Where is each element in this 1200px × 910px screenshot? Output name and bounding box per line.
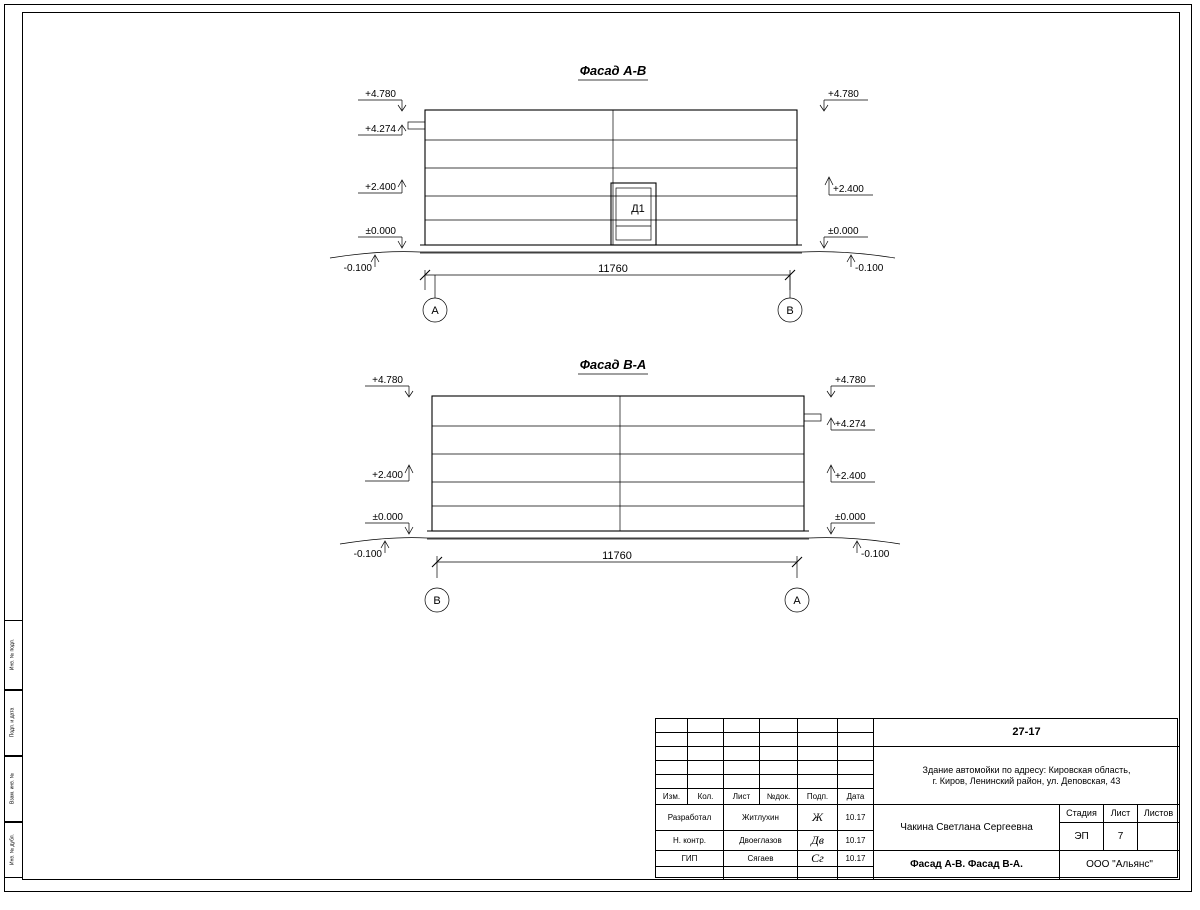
rev-grid-cell bbox=[656, 719, 688, 733]
organization-name: ООО "Альянс" bbox=[1086, 859, 1153, 871]
sheet-header: Лист bbox=[1104, 805, 1138, 823]
rev-grid-cell bbox=[656, 761, 688, 775]
rev-grid-cell bbox=[656, 733, 688, 747]
col-header-podp: Подп. bbox=[798, 789, 838, 805]
row-name-2: Сягаев bbox=[724, 851, 798, 867]
rev-grid-cell bbox=[688, 761, 724, 775]
object-description bbox=[874, 747, 1179, 805]
sheet-number: 7 bbox=[1104, 823, 1138, 851]
rev-grid-cell bbox=[688, 733, 724, 747]
project-code: 27-17 bbox=[874, 719, 1179, 747]
level-v-a-l-1: +4.780 bbox=[372, 375, 403, 386]
level-v-a-l-2: +2.400 bbox=[372, 470, 403, 481]
level-v-a-r-3: +2.400 bbox=[835, 471, 866, 482]
rev-grid-cell bbox=[656, 775, 688, 789]
rev-grid-cell bbox=[688, 775, 724, 789]
level-v-a-l-3: ±0.000 bbox=[372, 512, 403, 523]
col-header-data: Дата bbox=[838, 789, 874, 805]
level-v-a-r-2: +4.274 bbox=[835, 419, 866, 430]
level-a-v-l-5: -0.100 bbox=[343, 263, 372, 274]
sheets-header: Листов bbox=[1138, 805, 1179, 823]
facade-v-a-drawing bbox=[340, 357, 900, 612]
title-block bbox=[655, 718, 1178, 878]
rev-grid-cell bbox=[656, 747, 688, 761]
facade-a-v-door-label: Д1 bbox=[631, 203, 645, 215]
stage-value: ЭП bbox=[1060, 823, 1104, 851]
row-name-3 bbox=[724, 867, 798, 879]
level-v-a-r-5: -0.100 bbox=[861, 549, 890, 560]
facade-v-a-title: Фасад В-А bbox=[579, 357, 647, 372]
rev-grid-cell bbox=[724, 733, 760, 747]
rev-grid-cell bbox=[798, 775, 838, 789]
rev-grid-cell bbox=[798, 747, 838, 761]
level-v-a-l-4: -0.100 bbox=[353, 549, 382, 560]
row-sign-3 bbox=[798, 867, 838, 879]
rev-grid-cell bbox=[798, 733, 838, 747]
sheets-total bbox=[1138, 823, 1179, 851]
rev-grid-cell bbox=[760, 733, 798, 747]
rev-grid-cell bbox=[724, 775, 760, 789]
level-a-v-l-1: +4.780 bbox=[365, 89, 396, 100]
level-a-v-l-4: ±0.000 bbox=[365, 226, 396, 237]
rev-grid-cell bbox=[838, 719, 874, 733]
level-a-v-l-2: +4.274 bbox=[365, 124, 396, 135]
row-name-0: Житлухин bbox=[724, 805, 798, 831]
level-a-v-r-3: ±0.000 bbox=[828, 226, 859, 237]
facade-a-v-title: Фасад А-В bbox=[579, 63, 647, 78]
margin-strip-3-label: Взам. инв. № bbox=[9, 773, 16, 804]
object-line-2: г. Киров, Ленинский район, ул. Деповская, 43 bbox=[932, 775, 1121, 786]
rev-grid-cell bbox=[760, 719, 798, 733]
margin-strip-4-label: Инв. № дубл. bbox=[9, 834, 16, 865]
row-date-1: 10.17 bbox=[838, 831, 874, 851]
rev-grid-cell bbox=[724, 761, 760, 775]
margin-strip-1-label: Инв. № подл. bbox=[9, 638, 16, 671]
rev-grid-cell bbox=[760, 761, 798, 775]
level-a-v-r-4: -0.100 bbox=[855, 263, 884, 274]
facade-v-a-dimension: 11760 bbox=[602, 550, 632, 562]
object-line-1: Здание автомойки по адресу: Кировская область, bbox=[922, 765, 1131, 776]
row-role-2: ГИП bbox=[656, 851, 724, 867]
rev-grid-cell bbox=[760, 747, 798, 761]
row-date-3 bbox=[838, 867, 874, 879]
facade-a-v-axis-left: А bbox=[431, 305, 439, 317]
rev-grid-cell bbox=[838, 733, 874, 747]
row-date-0: 10.17 bbox=[838, 805, 874, 831]
level-a-v-r-2: +2.400 bbox=[833, 184, 864, 195]
facade-a-v-axis-right: В bbox=[786, 305, 794, 317]
level-v-a-r-1: +4.780 bbox=[835, 375, 866, 386]
row-sign-1: Дв bbox=[798, 831, 838, 851]
rev-grid-cell bbox=[838, 775, 874, 789]
level-a-v-l-3: +2.400 bbox=[365, 182, 396, 193]
level-a-v-r-1: +4.780 bbox=[828, 89, 859, 100]
col-header-list: Лист bbox=[724, 789, 760, 805]
level-v-a-r-4: ±0.000 bbox=[835, 512, 866, 523]
row-date-2: 10.17 bbox=[838, 851, 874, 867]
facade-v-a-axis-right: А bbox=[793, 595, 801, 607]
rev-grid-cell bbox=[798, 761, 838, 775]
drawing-name: Фасад А-В. Фасад В-А. bbox=[874, 851, 1060, 879]
rev-grid-cell bbox=[838, 747, 874, 761]
col-header-kol: Кол. bbox=[688, 789, 724, 805]
row-sign-2: Сг bbox=[798, 851, 838, 867]
row-role-1: Н. контр. bbox=[656, 831, 724, 851]
row-role-0: Разработал bbox=[656, 805, 724, 831]
row-role-3 bbox=[656, 867, 724, 879]
customer-name: Чакина Светлана Сергеевна bbox=[874, 805, 1060, 851]
row-sign-0: Ж bbox=[798, 805, 838, 831]
row-name-1: Двоеглазов bbox=[724, 831, 798, 851]
stage-header: Стадия bbox=[1060, 805, 1104, 823]
facade-v-a-axis-left: В bbox=[433, 595, 441, 607]
col-header-ndok: №док. bbox=[760, 789, 798, 805]
rev-grid-cell bbox=[688, 747, 724, 761]
facade-a-v-dimension: 11760 bbox=[598, 263, 628, 275]
margin-strip-2-label: Подп. и дата bbox=[9, 707, 16, 738]
rev-grid-cell bbox=[838, 761, 874, 775]
rev-grid-cell bbox=[760, 775, 798, 789]
rev-grid-cell bbox=[724, 747, 760, 761]
rev-grid-cell bbox=[798, 719, 838, 733]
facade-a-v-drawing bbox=[330, 63, 895, 322]
col-header-izm: Изм. bbox=[656, 789, 688, 805]
rev-grid-cell bbox=[688, 719, 724, 733]
rev-grid-cell bbox=[724, 719, 760, 733]
